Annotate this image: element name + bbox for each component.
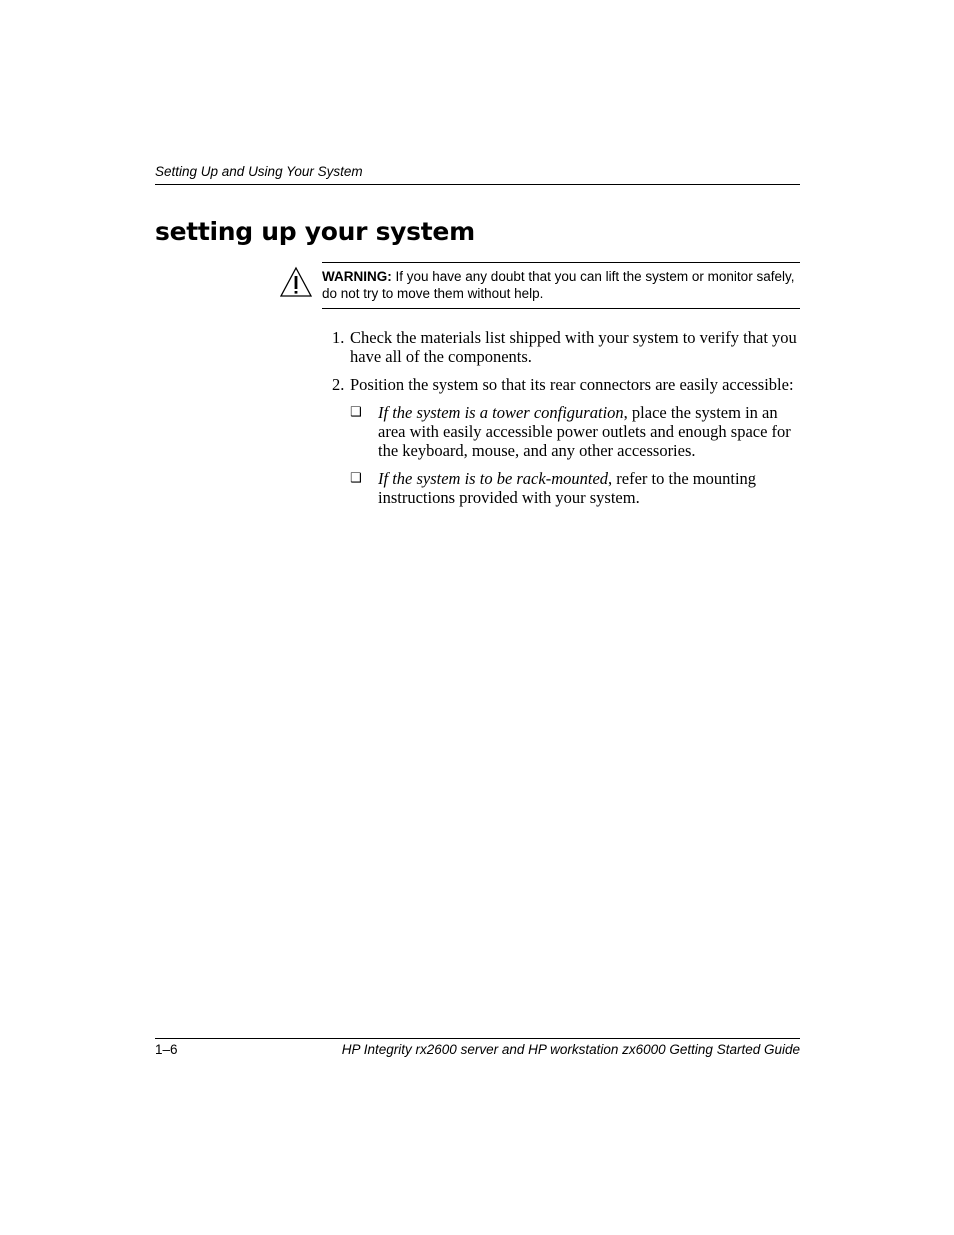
bullet-condition: If the system is to be rack-mounted — [378, 469, 609, 488]
step-number: 1. — [332, 328, 345, 347]
header-rule — [155, 184, 800, 185]
step-bullets — [350, 403, 800, 507]
warning-top-rule — [322, 262, 800, 263]
step-text: Position the system so that its rear connectors are easily accessible: — [350, 375, 794, 394]
bullet-condition: If the system is a tower configuration — [378, 403, 624, 422]
warning-bottom-rule — [322, 308, 800, 309]
checkbox-bullet-icon: ❑ — [350, 471, 362, 486]
step-text: Check the materials list shipped with your system to verify that you have all of the components. — [350, 328, 797, 366]
warning-label: WARNING: — [322, 269, 392, 284]
bullet-text: , place the system in an area with easily accessible power outlets and enough space for the keyboard, mouse, and any other accessories. — [378, 403, 791, 460]
step-item — [332, 375, 800, 507]
bullet-item — [350, 403, 800, 460]
bullet-text: , refer to the mounting instructions provided with your system. — [378, 469, 757, 507]
warning-body: If you have any doubt that you can lift the system or monitor safely, do not try to move them without help. — [322, 269, 795, 301]
warning-message — [322, 268, 800, 302]
page-number: 1–6 — [155, 1042, 178, 1057]
setup-steps-list — [332, 328, 800, 516]
section-title: setting up your system — [155, 217, 475, 246]
footer-guide-title: HP Integrity rx2600 server and HP workstation zx6000 Getting Started Guide — [341, 1042, 800, 1057]
checkbox-bullet-icon: ❑ — [350, 405, 362, 420]
step-number: 2. — [332, 375, 345, 394]
footer-rule — [155, 1038, 800, 1039]
running-header: Setting Up and Using Your System — [155, 164, 363, 179]
warning-triangle-icon — [279, 266, 313, 298]
bullet-item — [350, 469, 800, 507]
step-item — [332, 328, 800, 366]
